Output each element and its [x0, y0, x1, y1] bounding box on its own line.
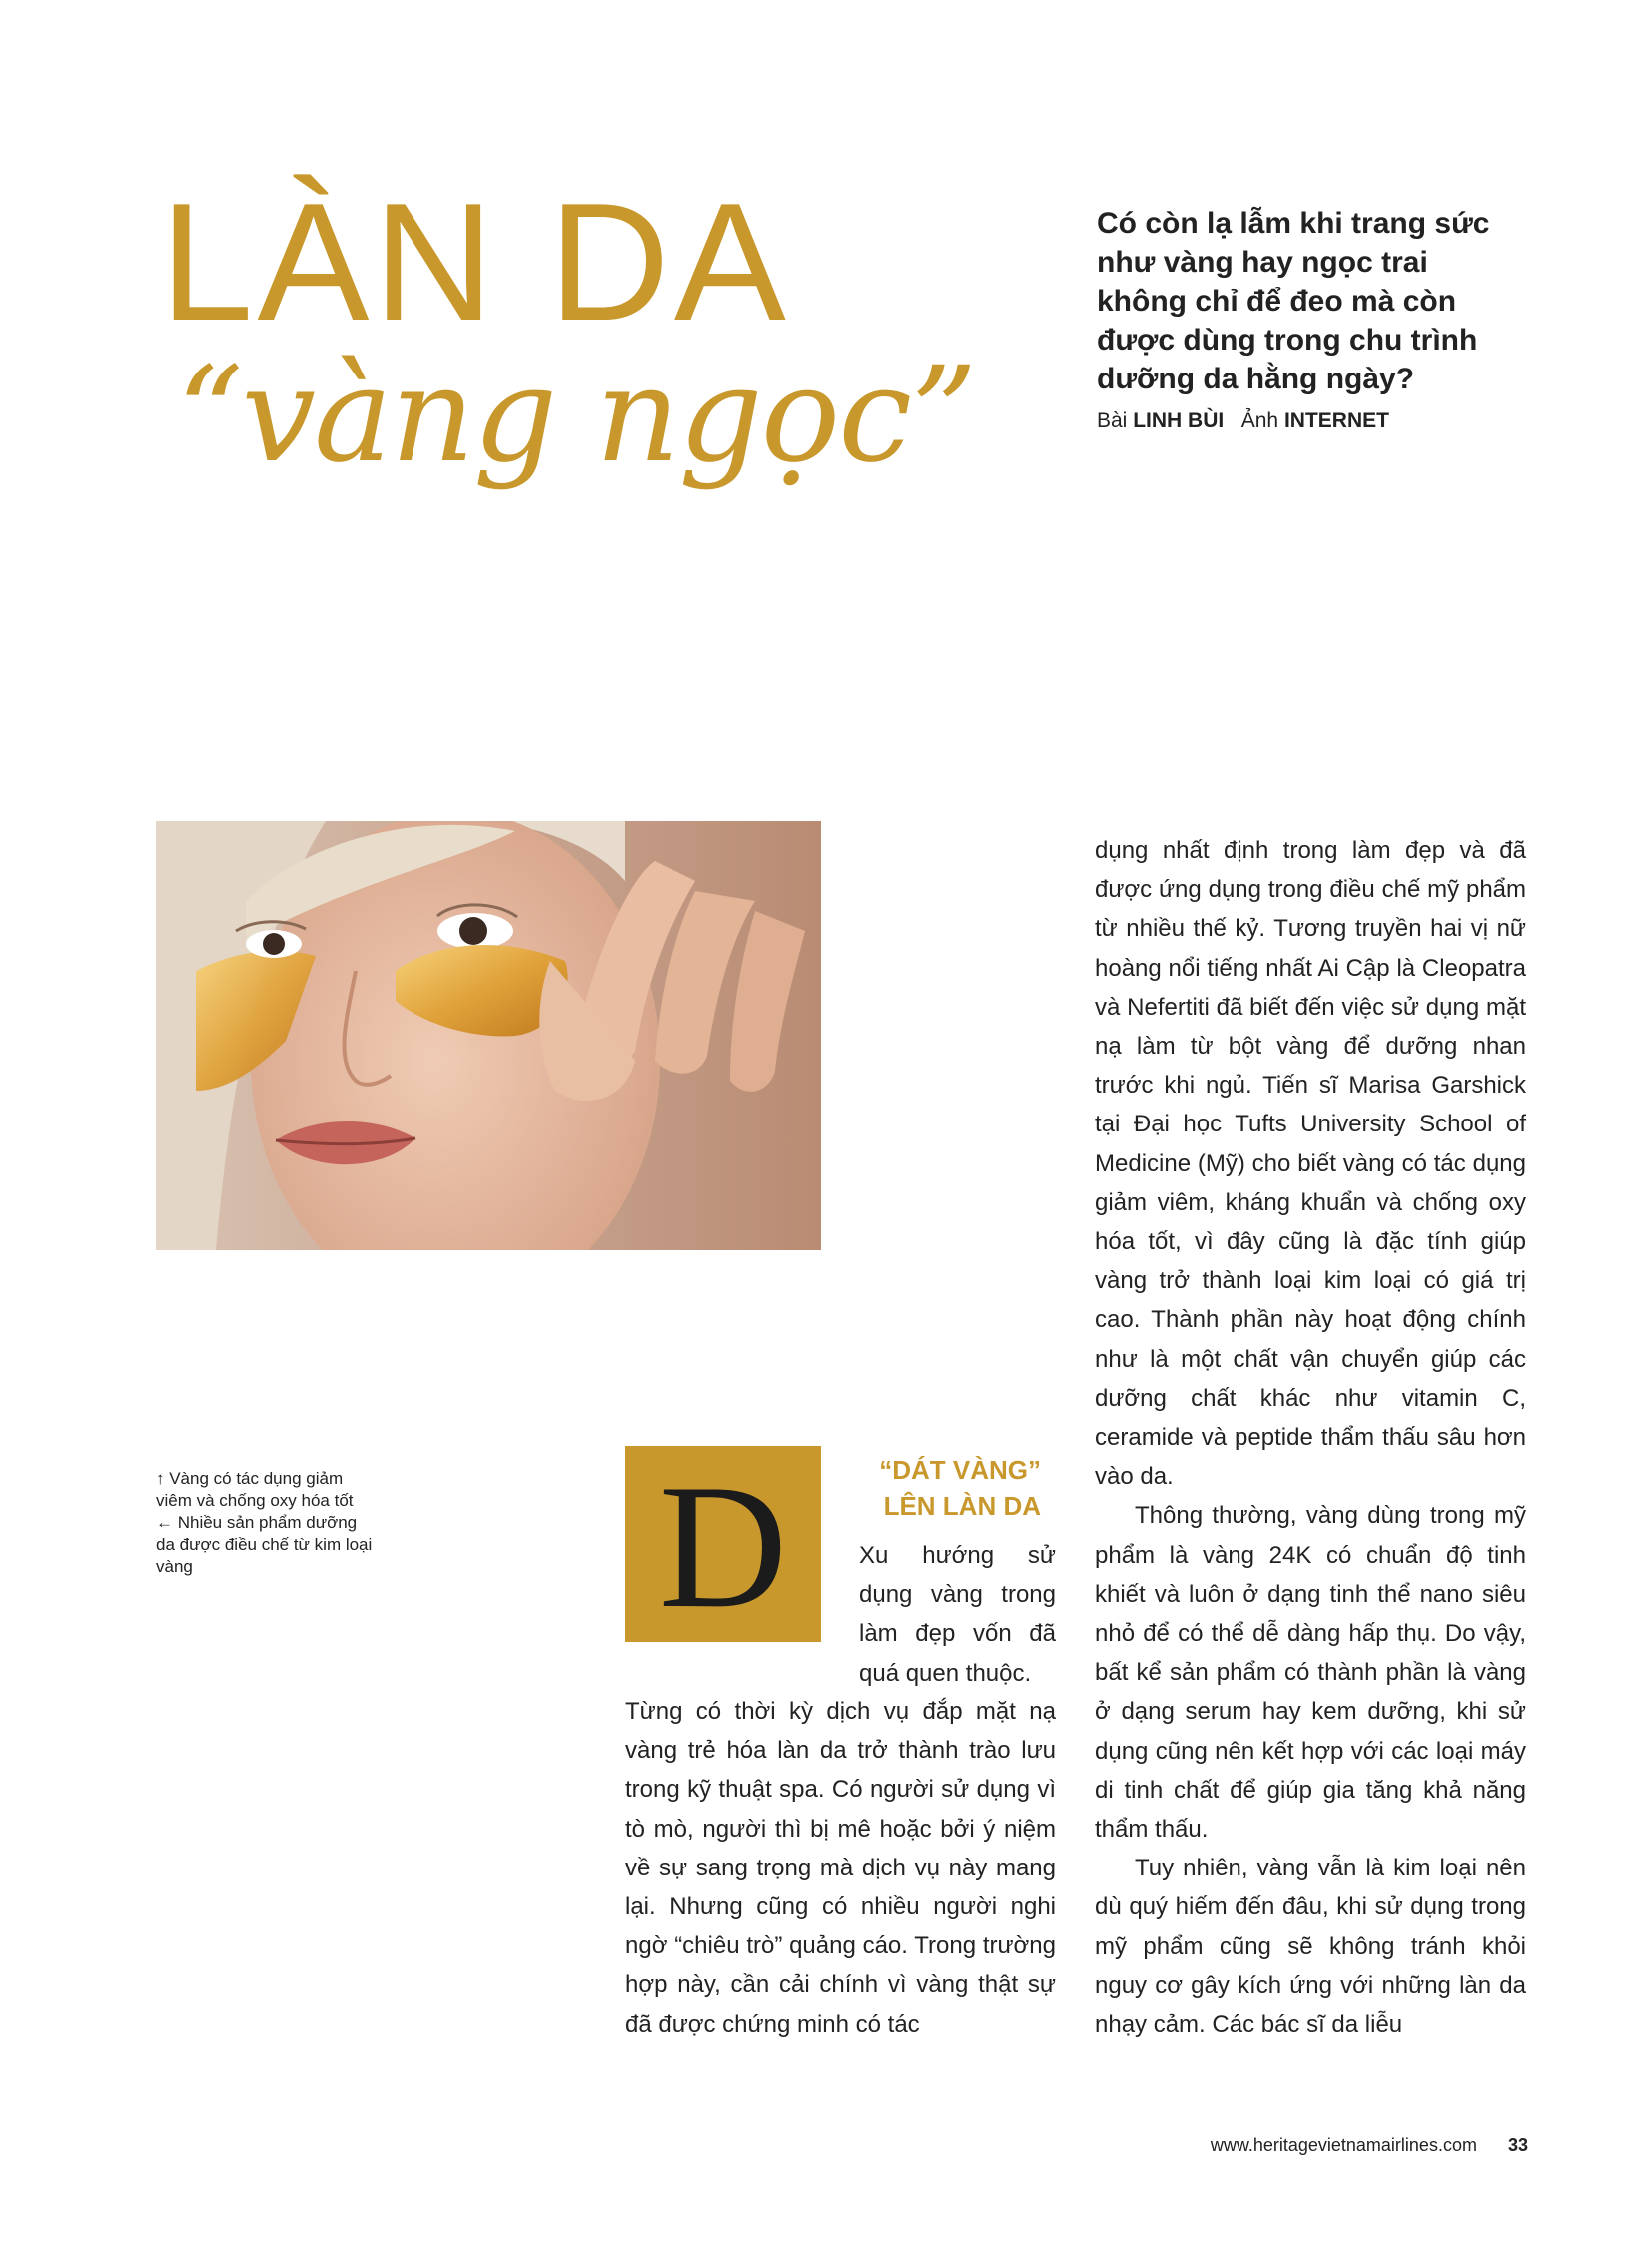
byline-text-label: Bài	[1097, 409, 1128, 432]
photo-caption	[156, 1468, 376, 1578]
byline-author: LINH BÙI	[1133, 409, 1225, 432]
byline-photo-credit: INTERNET	[1283, 409, 1389, 432]
caption-line-2: ← Nhiều sản phẩm dưỡng da được điều chế từ kim loại vàng	[156, 1513, 373, 1576]
caption-line-1: ↑ Vàng có tác dụng giảm viêm và chống oxy hóa tốt	[156, 1469, 354, 1510]
subhead-line-2: LÊN LÀN DA	[883, 1491, 1041, 1521]
drop-cap	[625, 1446, 821, 1645]
subhead-line-1: “DÁT VÀNG”	[879, 1455, 1041, 1485]
right-paragraph-3: Tuy nhiên, vàng vẫn là kim loại nên dù quý hiếm đến đâu, khi sử dụng trong mỹ phẩm cũng sẽ không tránh khỏi nguy cơ gây kích ứng với những làn da nhạy cảm. Các bác sĩ da liễu	[1095, 1855, 1526, 2039]
page-number: 33	[1507, 2135, 1528, 2155]
body-intro-short: Xu hướng sử dụng vàng trong làm đẹp vốn đã quá quen thuộc.	[859, 1542, 1056, 1687]
drop-cap-letter: D	[658, 1447, 788, 1645]
right-paragraph-2: Thông thường, vàng dùng trong mỹ phẩm là vàng 24K có chuẩn độ tinh khiết và luôn ở dạng tinh thể nano siêu nhỏ để có thể dễ dàng hấp thụ. Do vậy, bất kể sản phẩm có thành phần là vàng ở dạng serum hay kem dưỡng, khi sử dụng cũng nên kết hợp với các loại máy di tinh chất để giúp gia tăng khả năng thẩm thấu.	[1095, 1502, 1526, 1844]
article-lede: Có còn lạ lẫm khi trang sức như vàng hay ngọc trai không chỉ để đeo mà còn được dùng trong chu trình dưỡng da hằng ngày?	[1097, 207, 1490, 395]
body-intro-rest: Từng có thời kỳ dịch vụ đắp mặt nạ vàng trẻ hóa làn da trở thành trào lưu trong kỹ thuật spa. Có người sử dụng vì tò mò, người thì bị mê hoặc bởi ý niệm về sự sang trọng mà dịch vụ này mang lại. Nhưng cũng có nhiều người nghi ngờ “chiêu trò” quảng cáo. Trong trường hợp này, cần cải chính vì vàng thật sự đã được chứng minh có tác	[625, 1698, 1056, 2038]
byline	[1097, 409, 1389, 433]
woman-gold-eye-mask-illustration	[156, 821, 821, 1250]
right-column	[1095, 831, 1526, 2044]
article-title-script: “vàng ngọc”	[176, 339, 976, 492]
section-subhead	[845, 1452, 1041, 1524]
page-footer	[1211, 2135, 1528, 2156]
footer-url: www.heritagevietnamairlines.com	[1210, 2135, 1477, 2155]
right-paragraph-1: dụng nhất định trong làm đẹp và đã được ứng dụng trong điều chế mỹ phẩm từ nhiều thế kỷ. Tương truyền hai vị nữ hoàng nổi tiếng nhất Ai Cập là Cleopatra và Nefertiti đã biết đến việc sử dụng mặt nạ làm từ bột vàng để dưỡng nhan trước khi ngủ. Tiến sĩ Marisa Garshick tại Đại học Tufts University School of Medicine (Mỹ) cho biết vàng có tác dụng giảm viêm, kháng khuẩn và chống oxy hóa tốt, vì đây cũng là đặc tính giúp vàng trở thành loại kim loại có giá trị cao. Thành phần này hoạt động chính như là một chất vận chuyển giúp các dưỡng chất khác như vitamin C, ceramide và peptide thẩm thấu sâu hơn vào da.	[1095, 837, 1526, 1491]
article-photo	[156, 821, 821, 1250]
byline-photo-label: Ảnh	[1240, 409, 1279, 432]
article-title: LÀN DA	[160, 168, 790, 356]
